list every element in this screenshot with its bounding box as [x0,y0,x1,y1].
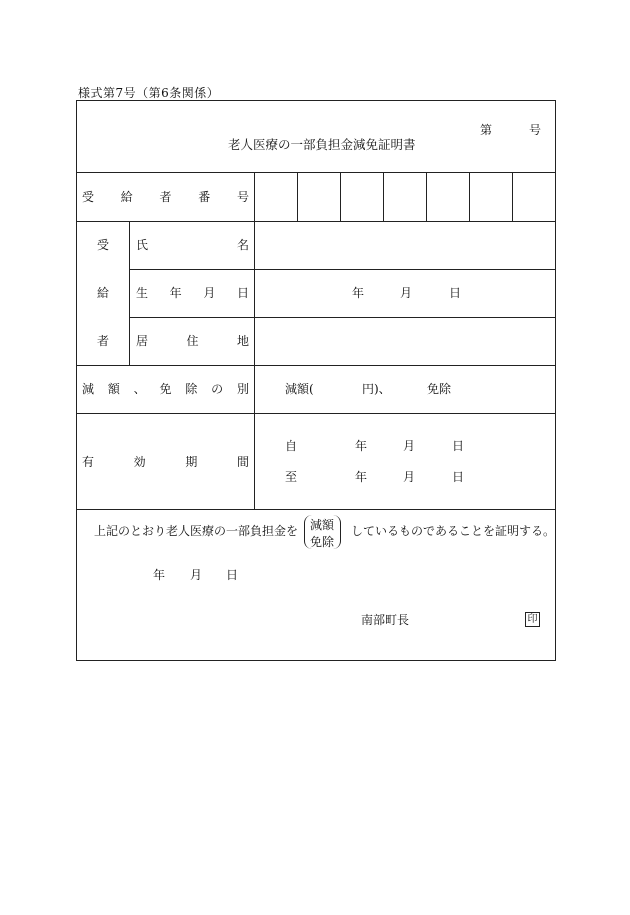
row-divider [76,509,556,510]
recipient-group-label-2: 給 [97,286,110,300]
certification-option-exemption: 免除 [310,535,335,549]
certificate-title: 老人医療の一部負担金減免証明書 [228,137,416,152]
row-divider [76,413,556,414]
recipient-group-label-1: 受 [97,238,110,252]
yen-text: 円)、 [362,382,391,396]
row-divider [129,317,556,318]
validity-from-day: 日 [452,439,465,453]
birthdate-day: 日 [449,286,462,300]
column-divider [254,172,255,509]
issuer-name: 南部町長 [361,613,410,627]
recipient-group-label-3: 者 [97,334,110,348]
number-box-divider [340,172,341,221]
validity-period-label: 有 効 期 間 [82,455,249,469]
row-divider [129,269,556,270]
birthdate-month: 月 [400,286,413,300]
certification-year: 年 [153,568,166,582]
row-divider [76,172,556,173]
certification-text-after: しているものであることを証明する。 [351,524,556,538]
validity-from-label: 自 [285,439,298,453]
name-label: 氏 名 [136,238,249,252]
number-box-divider [469,172,470,221]
validity-to-month: 月 [403,470,416,484]
column-divider [129,221,130,365]
certification-month: 月 [190,568,203,582]
row-divider [76,365,556,366]
number-box-divider [426,172,427,221]
number-box-divider [297,172,298,221]
validity-to-year: 年 [355,470,368,484]
validity-to-day: 日 [452,470,465,484]
validity-to-label: 至 [285,470,298,484]
number-box-divider [383,172,384,221]
issue-number-prefix: 第 [480,123,493,137]
reduction-type-label: 減 額 、 免 除 の 別 [82,382,249,396]
validity-from-year: 年 [355,439,368,453]
validity-from-month: 月 [403,439,416,453]
row-divider [76,221,556,222]
certification-option-reduction: 減額 [310,518,335,532]
issue-number-suffix: 号 [529,123,542,137]
address-label: 居 住 地 [136,334,249,348]
number-box-divider [512,172,513,221]
birthdate-year: 年 [352,286,365,300]
recipient-number-label: 受 給 者 番 号 [82,190,249,204]
birthdate-label: 生 年 月 日 [136,286,249,300]
seal-mark: 印 [525,612,540,627]
certification-day: 日 [226,568,239,582]
form-number: 様式第7号（第6条関係） [78,86,220,100]
certificate-form [76,100,556,661]
certification-text-before: 上記のとおり老人医療の一部負担金を [94,524,299,538]
exemption-option-text: 免除 [427,382,452,396]
reduction-option-text: 減額( [285,382,314,396]
